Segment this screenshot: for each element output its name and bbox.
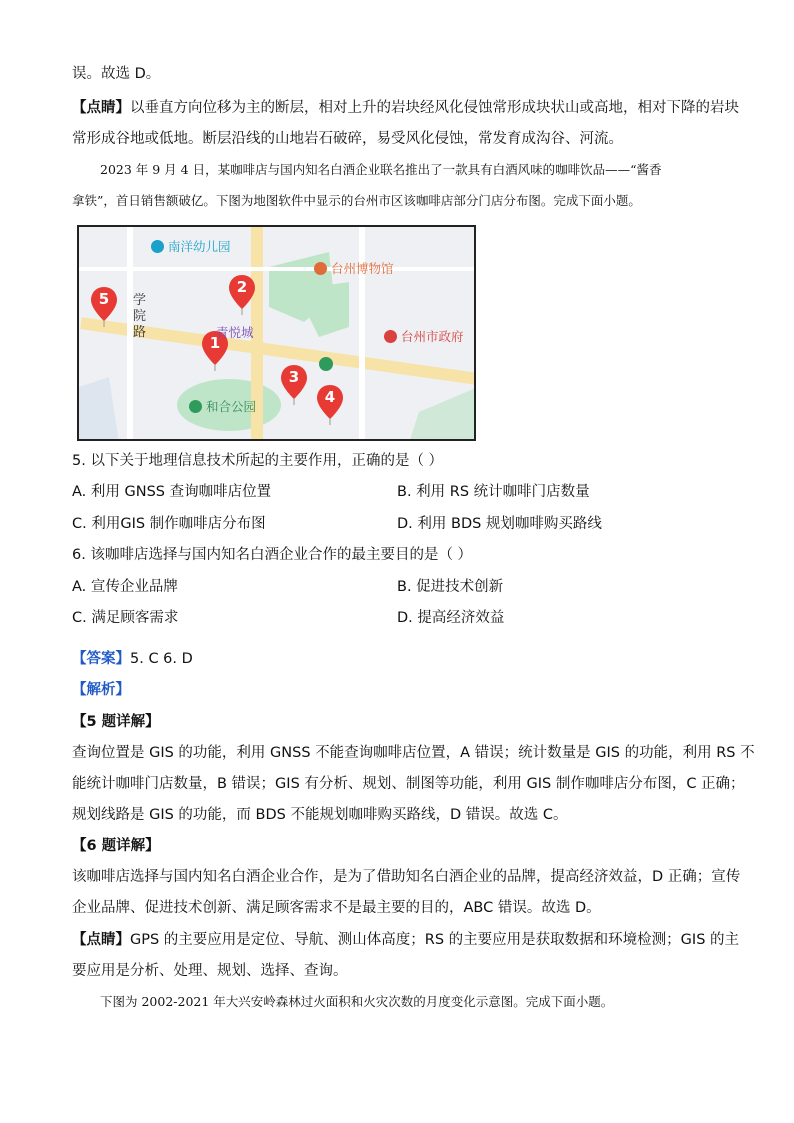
detail-6-line: 该咖啡店选择与国内知名白酒企业合作，是为了借助知名白酒企业的品牌，提高经济效益，D 正确；宣传: [72, 869, 741, 885]
question-5-stem: 5. 以下关于地理信息技术所起的主要作用，正确的是（ ）: [72, 453, 444, 469]
detail-5-tag: 【5 题详解】: [72, 714, 160, 730]
poi-mall: 青悦城: [216, 325, 254, 340]
text-line: 常形成谷地或低地。断层沿线的山地岩石破碎，易受风化侵蚀，常发育成沟谷、河流。: [72, 131, 623, 147]
text-line: 误。故选 D。: [72, 66, 161, 82]
road: [79, 267, 476, 271]
q6-option-b[interactable]: B. 促进技术创新: [397, 579, 504, 595]
tip-tag: 【点睛】: [72, 100, 130, 116]
museum-icon: [314, 262, 327, 275]
store-map: 5 2 1 3 4 南洋幼儿园 台州博物馆 台州市政府 青悦城 和合公园 学 院 路: [77, 225, 476, 441]
poi-government: 台州市政府: [384, 327, 464, 345]
next-question-intro: 下图为 2002-2021 年大兴安岭森林过火面积和火灾次数的月度变化示意图。完成下面小题。: [100, 994, 614, 1009]
answer-line: [72, 649, 193, 669]
q5-option-d[interactable]: D. 利用 BDS 规划咖啡购买路线: [397, 516, 602, 532]
detail-6-line: 企业品牌、促进技术创新、满足顾客需求不是最主要的目的，ABC 错误。故选 D。: [72, 900, 601, 916]
poi-kindergarten: 南洋幼儿园: [151, 237, 231, 255]
tip-line: 【点睛】GPS 的主要应用是定位、导航、测山体高度；RS 的主要应用是获取数据和环境检测；GIS 的主: [72, 932, 740, 948]
detail-5-line: 能统计咖啡门店数量，B 错误；GIS 有分析、规划、制图等功能，利用 GIS 制作咖啡店分布图，C 正确；: [72, 776, 745, 792]
question-intro: 2023 年 9 月 4 日，某咖啡店与国内知名白酒企业联名推出了一款具有白酒风味的咖啡饮品——“酱香: [100, 162, 662, 177]
detail-5-line: 规划线路是 GIS 的功能，而 BDS 不能规划咖啡购买路线，D 错误。故选 C。: [72, 807, 568, 823]
poi-park: 和合公园: [189, 397, 256, 415]
green-area: [409, 387, 476, 441]
government-icon: [384, 330, 397, 343]
answer-tag: 【答案】: [72, 651, 130, 667]
answer-text: 5. C 6. D: [130, 651, 193, 667]
q5-option-b[interactable]: B. 利用 RS 统计咖啡门店数量: [397, 484, 590, 500]
analysis-tag: 【解析】: [72, 682, 130, 698]
road-label: 学 院 路: [133, 293, 147, 340]
station-icon: [319, 357, 333, 371]
q6-option-d[interactable]: D. 提高经济效益: [397, 610, 505, 626]
detail-5-line: 查询位置是 GIS 的功能，利用 GNSS 不能查询咖啡店位置，A 错误；统计数量是 GIS 的功能，利用 RS 不: [72, 745, 755, 761]
question-6-stem: 6. 该咖啡店选择与国内知名白酒企业合作的最主要目的是（ ）: [72, 547, 473, 563]
q5-option-a[interactable]: A. 利用 GNSS 查询咖啡店位置: [72, 484, 272, 500]
q6-option-a[interactable]: A. 宣传企业品牌: [72, 579, 178, 595]
park-icon: [189, 400, 202, 413]
green-area: [309, 282, 349, 337]
poi-museum: 台州博物馆: [314, 259, 394, 277]
tip-tag: 【点睛】: [72, 932, 130, 948]
text-line: 【点睛】以垂直方向位移为主的断层，相对上升的岩块经风化侵蚀常形成块状山或高地，相对下降的岩块: [72, 100, 739, 116]
q5-option-c[interactable]: C. 利用GIS 制作咖啡店分布图: [72, 516, 266, 532]
tip-line: 要应用是分析、处理、规划、选择、查询。: [72, 963, 348, 979]
detail-6-tag: 【6 题详解】: [72, 838, 160, 854]
kindergarten-icon: [151, 240, 164, 253]
water-area: [79, 377, 119, 441]
question-intro: 拿铁”，首日销售额破亿。下图为地图软件中显示的台州市区该咖啡店部分门店分布图。完成下面小题。: [72, 193, 641, 208]
q6-option-c[interactable]: C. 满足顾客需求: [72, 610, 179, 626]
